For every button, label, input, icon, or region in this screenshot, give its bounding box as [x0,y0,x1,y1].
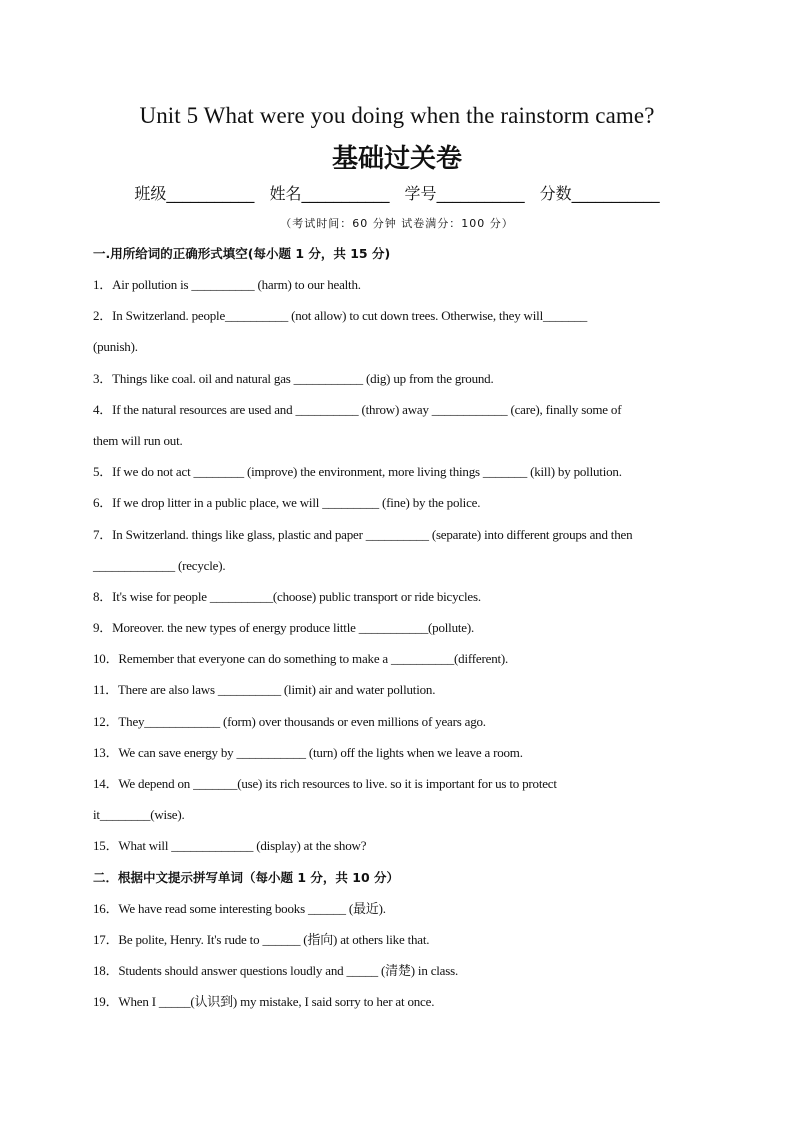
student-id-field [405,184,525,203]
section-2-title: 二．根据中文提示拼写单词（每小题 1 分，共 10 分） [93,869,400,885]
question-line: 10．Remember that everyone can do something to make a __________(different). [93,651,509,667]
question-line: them will run out. [93,432,183,448]
unit-title: Unit 5 What were you doing when the rainstorm came? [139,103,655,128]
question-line: 7．In Switzerland. things like glass, plastic and paper __________ (separate) into different groups and then [93,526,633,542]
question-line: 14．We depend on _______(use) its rich resources to live. so it is important for us to protect [93,776,557,791]
question-line: 4．If the natural resources are used and __________ (throw) away ____________ (care), finally some of [93,401,622,417]
question-line: 9．Moreover. the new types of energy produce little ___________(pollute). [93,620,475,636]
questions-area [93,238,713,1017]
question-line: 8．It's wise for people __________(choose) public transport or ride bicycles. [93,588,481,604]
question-line: 19．When I _____(认识到) my mistake, I said sorry to her at once. [93,994,435,1010]
paper-title: 基础过关卷 [331,144,462,174]
question-line: 18．Students should answer questions loudly and _____ (清楚) in class. [93,962,459,978]
student-id-blank: ___________ [436,184,525,203]
student-info-row [0,182,794,206]
question-line: 17．Be polite, Henry. It's rude to ______ (指向) at others like that. [93,931,430,947]
score-field [540,184,660,203]
question-line: it________(wise). [93,807,185,823]
class-label: 班级 [134,184,167,203]
question-line: 12．They____________ (form) over thousands or even millions of years ago. [93,713,486,729]
score-blank: ___________ [571,184,660,203]
question-line: 1．Air pollution is __________ (harm) to our health. [93,277,361,292]
question-line: 13．We can save energy by ___________ (turn) off the lights when we leave a room. [93,744,523,760]
question-line: 16．We have read some interesting books ______ (最近). [93,900,386,916]
question-line: 6．If we drop litter in a public place, we will _________ (fine) by the police. [93,495,481,511]
section-1-title: 一.用所给词的正确形式填空(每小题 1 分，共 15 分) [93,246,391,261]
name-field [269,184,389,203]
name-label: 姓名 [269,184,302,203]
exam-note: （考试时间：60 分钟 试卷满分：100 分） [280,217,514,230]
question-line: 3．Things like coal. oil and natural gas ___________ (dig) up from the ground. [93,370,494,386]
score-label: 分数 [539,184,572,203]
question-line: (punish). [93,339,138,355]
class-blank: ___________ [166,184,255,203]
student-id-label: 学号 [404,184,437,203]
question-line: 5．If we do not act ________ (improve) the environment, more living things _______ (kill) by pollution. [93,464,622,480]
class-field [134,184,254,203]
question-line: 15．What will _____________ (display) at the show? [93,838,367,854]
question-line: _____________ (recycle). [93,557,226,573]
question-line: 11．There are also laws __________ (limit) air and water pollution. [93,682,436,698]
name-blank: ___________ [301,184,390,203]
question-line: 2．In Switzerland. people__________ (not allow) to cut down trees. Otherwise, they will_______ [93,308,588,324]
